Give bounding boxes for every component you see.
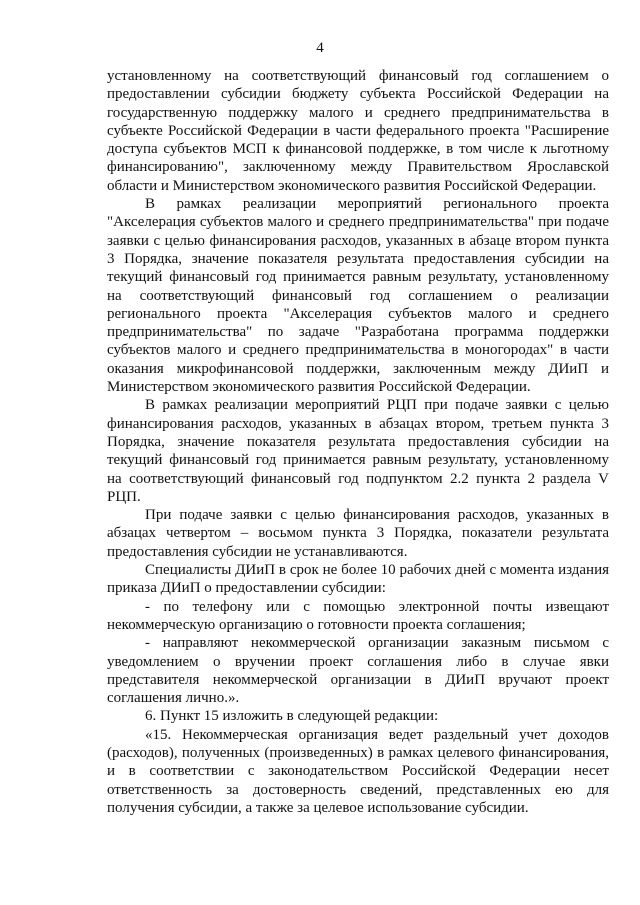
page-number: 4 bbox=[316, 40, 324, 56]
paragraph-7: - направляют некоммерческой организации заказным письмом с уведомлением о вручении проект соглашения либо в случае явки представителя некоммерческой организации в ДИиП вручают проект соглашения лично.». bbox=[107, 635, 609, 707]
paragraph-3: В рамках реализации мероприятий РЦП при подаче заявки с целью финансирования расходов, указанных в абзацах втором, третьем пункта 3 Порядка, значение показателя результата предоставления субсидии на текущий финансовый год принимается равным результату, установленному на соответствующий финансовый год подпунктом 2.2 пункта 2 раздела V РЦП. bbox=[107, 397, 609, 505]
paragraph-5: Специалисты ДИиП в срок не более 10 рабочих дней с момента издания приказа ДИиП о предоставлении субсидии: bbox=[107, 562, 609, 597]
paragraph-9: «15. Некоммерческая организация ведет раздельный учет доходов (расходов), полученных (произведенных) в рамках целевого финансирования, и в соответствии с законодательством Российской Федерации несет ответственность за достоверность сведений, представленных ею для получения субсидии, а также за целевое использование субсидии. bbox=[107, 726, 609, 816]
paragraph-4: При подаче заявки с целью финансирования расходов, указанных в абзацах четвертом – восьмом пункта 3 Порядка, показатели результата предоставления субсидии не устанавливаются. bbox=[107, 507, 609, 560]
paragraph-8: 6. Пункт 15 изложить в следующей редакции: bbox=[145, 708, 439, 725]
document-body bbox=[107, 67, 609, 817]
paragraph-6: - по телефону или с помощью электронной почты извещают некоммерческую организацию о готовности проекта соглашения; bbox=[107, 598, 609, 633]
paragraph-1: установленному на соответствующий финансовый год соглашением о предоставлении субсидии бюджету субъекта Российской Федерации на государственную поддержку малого и среднего предпринимательства в субъекте Российской Федерации в части федерального проекта "Расширение доступа субъектов МСП к финансовой поддержке, в том числе к льготному финансированию", заключенному между Правительством Ярославской области и Министерством экономического развития Российской Федерации. bbox=[107, 68, 609, 194]
paragraph-2: В рамках реализации мероприятий регионального проекта "Акселерация субъектов малого и среднего предпринимательства" при подаче заявки с целью финансирования расходов, указанных в абзаце втором пункта 3 Порядка, значение показателя результата предоставления субсидии на текущий финансовый год принимается равным результату, установленному на соответствующий финансовый год соглашением о реализации регионального проекта "Акселерация субъектов малого и среднего предпринимательства" по задаче "Разработана программа поддержки субъектов малого и среднего предпринимательства в моногородах" в части оказания микрофинансовой поддержки, заключенным между ДИиП и Министерством экономического развития Российской Федерации. bbox=[107, 196, 609, 396]
